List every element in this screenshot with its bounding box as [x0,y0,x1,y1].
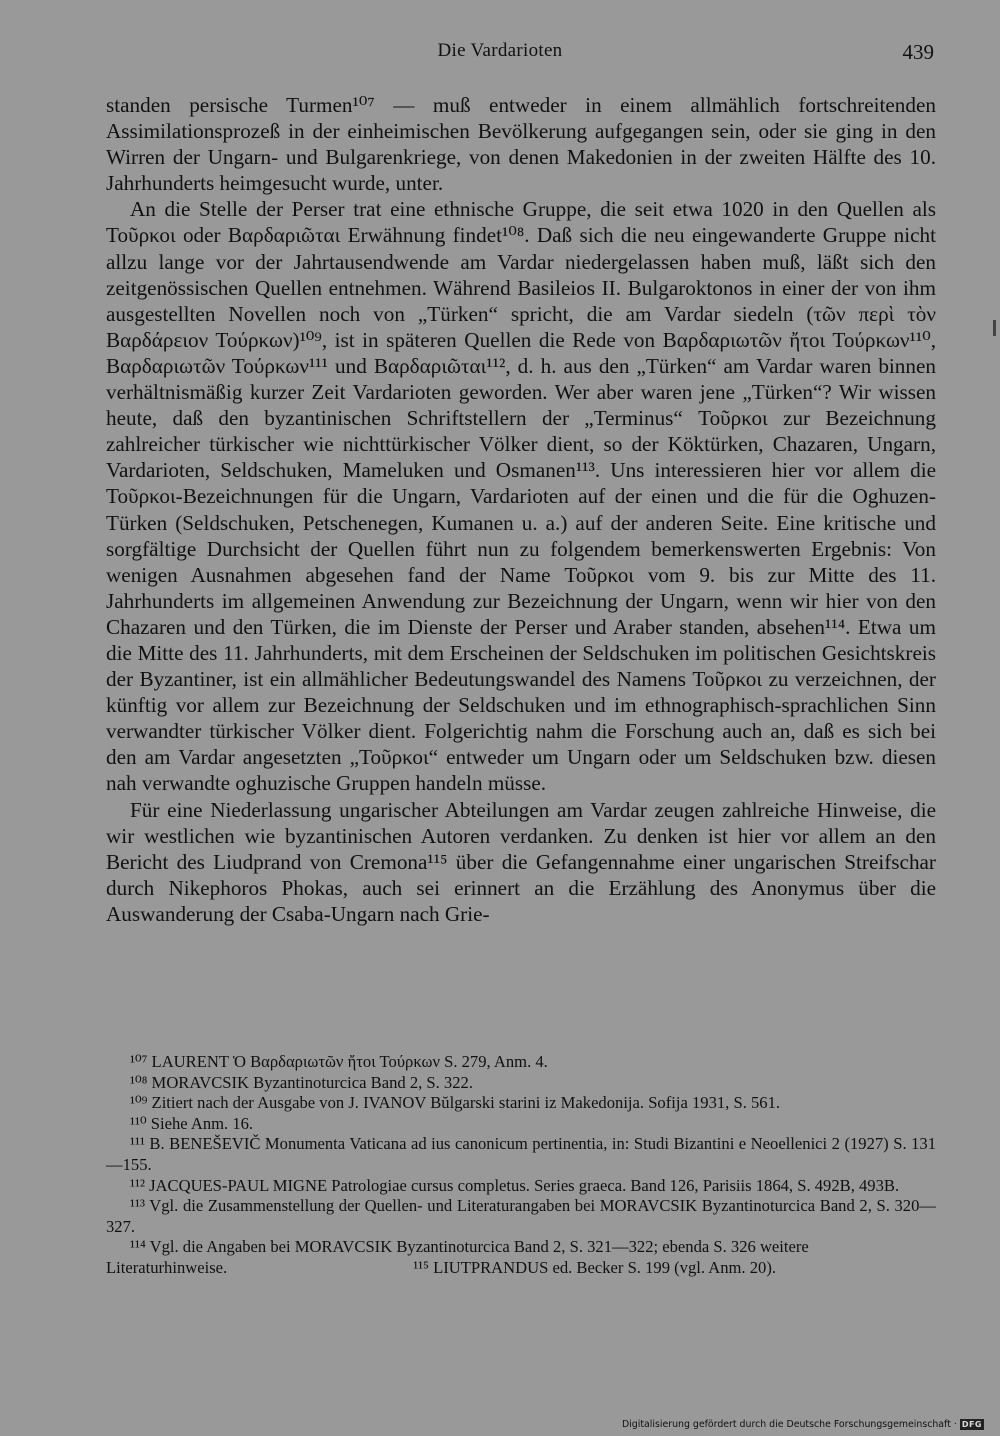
footnote-114-tail: Literaturhinweise. [106,1257,228,1277]
paragraph-3: Für eine Niederlassung ungarischer Abteilungen am Vardar zeugen zahlreiche Hinweise, die wir westlichen wie byzantinischen Autoren verdanken. Zu denken ist hier vor allem an den Bericht des Liudprand von Cremona¹¹⁵ über die Gefangennahme einer ungarischen Streifschar durch Nikephoros Phokas, auch sei erinnert an die Erzählung des Anonymus über die Auswanderung der Csaba-Ungarn nach Grie- [106,797,936,926]
footnote-115: ¹¹⁵ LIUTPRANDUS ed. Becker S. 199 (vgl. Anm. 20). [413,1257,776,1277]
footnote-113: ¹¹³ Vgl. die Zusammenstellung der Quellen- und Literaturangaben bei MORAVCSIK Byzantinoturcica Band 2, S. 320—327. [106,1196,936,1236]
digitization-note: Digitalisierung gefördert durch die Deutsche Forschungsgemeinschaft · [621,1419,957,1430]
footnote-108: ¹⁰⁸ MORAVCSIK Byzantinoturcica Band 2, S. 322. [130,1072,473,1092]
scan-edge-mark [993,320,996,336]
digitization-footer [622,1419,984,1430]
paragraph-2: An die Stelle der Perser trat eine ethnische Gruppe, die seit etwa 1020 in den Quellen als Τοῦρκοι oder Βαρδαριῶται Erwähnung findet¹⁰⁸. Daß sich die neu eingewanderte Gruppe nicht allzu lange vor der Jahrtausendwende am Vardar niedergelassen haben muß, läßt sich den zeitgenössischen Quellen entnehmen. Während Basileios II. Bulgaroktonos in einer der von ihm ausgestellten Novellen noch von „Türken“ spricht, die am Vardar siedeln (τῶν περὶ τὸν Βαρδάρειον Τούρκων)¹⁰⁹, ist in späteren Quellen die Rede von Βαρδαριωτῶν ἤτοι Τούρκων¹¹⁰, Βαρδαριωτῶν Τούρκων¹¹¹ und Βαρδαριῶται¹¹², d. h. aus den „Türken“ am Vardar waren binnen verhältnismäßig kurzer Zeit Vardarioten geworden. Wer aber waren jene „Türken“? Wir wissen heute, daß den byzantinischen Schriftstellern der „Terminus“ Τοῦρκοι zur Bezeichnung zahlreicher türkischer wie nichttürkischer Völker dient, so der Köktürken, Chazaren, Ungarn, Vardarioten, Seldschuken, Mameluken und Osmanen¹¹³. Uns interessieren hier vor allem die Τοῦρκοι-Bezeichnungen für die Ungarn, Vardarioten auf der einen und die für die Oghuzen-Türken (Seldschuken, Petschenegen, Kumanen u. a.) auf der anderen Seite. Eine kritische und sorgfältige Durchsicht der Quellen führt nun zu folgendem bemerkenswerten Ergebnis: Von wenigen Ausnahmen abgesehen fand der Name Τοῦρκοι vom 9. bis zur Mitte des 11. Jahrhunderts im allgemeinen Anwendung zur Bezeichnung der Ungarn, wenn wir hier von den Chazaren und den Türken, die im Dienste der Perser und Araber standen, absehen¹¹⁴. Etwa um die Mitte des 11. Jahrhunderts, mit dem Erscheinen der Seldschuken im politischen Gesichtskreis der Byzantiner, ist ein allmählicher Bedeutungswandel des Namens Τοῦρκοι zu verzeichnen, der künftig vor allem zur Bezeichnung der Seldschuken und im ethnographisch-sprachlichen Sinn verwandter türkischer Völker dient. Folgerichtig nahm die Forschung auch an, daß es sich bei den am Vardar angesetzten „Τοῦρκοι“ entweder um Ungarn oder um Seldschuken bzw. diesen nah verwandte oghuzische Gruppen handeln müsse. [106,197,936,796]
main-text [106,92,936,927]
footnote-109: ¹⁰⁹ Zitiert nach der Ausgabe von J. IVANOV Bŭlgarski starini iz Makedonija. Sofija 1931, S. 561. [130,1093,781,1113]
footnote-last-line [106,1258,936,1279]
footnote-111: ¹¹¹ B. BENEŠEVIČ Monumenta Vaticana ad ius canonicum pertinentia, in: Studi Bizantini e Neoellenici 2 (1927) S. 131—155. [106,1134,936,1174]
footnote-112: ¹¹² JACQUES-PAUL MIGNE Patrologiae cursus completus. Series graeca. Band 126, Parisiis 1864, S. 492B, 493B. [130,1175,900,1195]
footnotes [106,1052,936,1279]
footnote-107: ¹⁰⁷ LAURENT Ὁ Βαρδαριωτῶν ἤτοι Τούρκων S. 279, Anm. 4. [130,1052,548,1071]
footnote-110: ¹¹⁰ Siehe Anm. 16. [130,1113,254,1133]
footnote-114: ¹¹⁴ Vgl. die Angaben bei MORAVCSIK Byzantinoturcica Band 2, S. 321—322; ebenda S. 326 weitere [130,1237,809,1257]
running-header-title: Die Vardarioten [437,40,563,61]
dfg-logo: DFG [961,1420,982,1429]
page-number: 439 [902,40,934,64]
paragraph-1: standen persische Turmen¹⁰⁷ — muß entweder in einem allmählich fortschreitenden Assimilationsprozeß in der einheimischen Bevölkerung aufgegangen sein, oder sie ging in den Wirren der Ungarn- und Bulgarenkriege, von denen Makedonien in der zweiten Hälfte des 10. Jahrhunderts heimgesucht wurde, unter. [106,93,936,196]
